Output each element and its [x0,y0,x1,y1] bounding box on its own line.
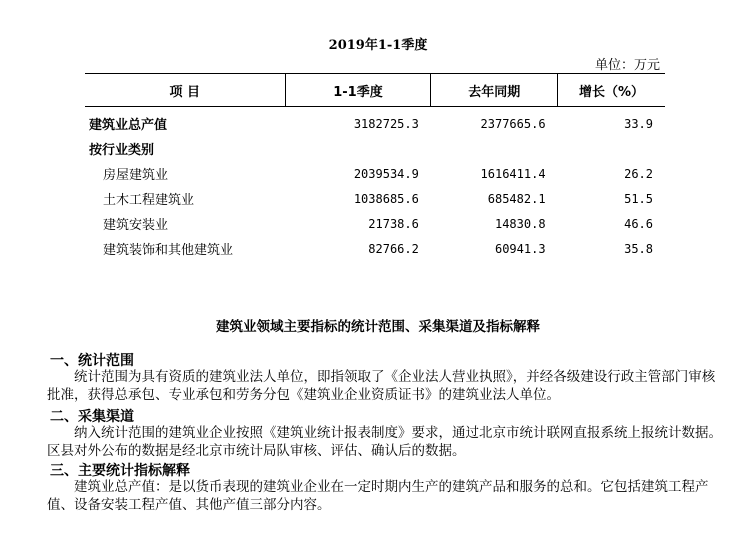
cell-prev-year [431,136,558,161]
column-header-q1: 1-1季度 [285,74,431,107]
section-heading-scope: 一、统计范围 [50,353,134,369]
cell-growth: 26.2 [624,166,653,181]
table-row [85,211,665,236]
cell-growth: 33.9 [624,116,653,131]
cell-growth: 46.6 [624,216,653,231]
cell-growth [558,136,665,161]
explanation-title: 建筑业领域主要指标的统计范围、采集渠道及指标解释 [216,319,540,335]
column-header-item: 项 目 [85,74,285,107]
unit-label: 单位：万元 [594,58,660,73]
table-row [85,107,665,137]
table-header-row [85,74,665,107]
row-label: 房屋建筑业 [103,168,169,183]
cell-prev-year: 14830.8 [494,216,546,231]
section-text-scope: 统计范围为具有资质的建筑业法人单位，即指领取了《企业法人营业执照》，并经各级建设行政主管部门审核批准，获得总承包、专业承包和劳务分包《建筑业企业资质证书》的建筑业法人单位。 [47,369,716,403]
cell-q1: 82766.2 [368,241,419,256]
cell-q1: 2039534.9 [353,166,419,181]
section-text-channel: 纳入统计范围的建筑业企业按照《建筑业统计报表制度》要求，通过北京市统计联网直报系统上报统计数据。区县对外公布的数据是经北京市统计局队审核、评估、确认后的数据。 [47,425,722,459]
cell-prev-year: 2377665.6 [480,116,546,131]
table-row [85,136,665,161]
row-label: 建筑装饰和其他建筑业 [103,243,234,258]
table-title: 2019年1-1季度 [328,38,428,53]
row-label: 建筑安装业 [103,218,169,233]
cell-prev-year: 685482.1 [487,191,546,206]
table-row [85,161,665,186]
cell-q1: 3182725.3 [353,116,419,131]
row-label: 建筑业总产值 [89,118,168,133]
cell-q1: 1038685.6 [353,191,419,206]
section-heading-definitions: 三、主要统计指标解释 [50,463,190,479]
table-row [85,186,665,211]
column-header-growth: 增长（%） [558,74,665,107]
statistics-table [85,73,665,261]
cell-growth: 35.8 [624,241,653,256]
cell-q1: 21738.6 [368,216,419,231]
cell-q1 [285,136,431,161]
cell-prev-year: 1616411.4 [480,166,546,181]
cell-growth: 51.5 [624,191,653,206]
row-label: 按行业类别 [89,143,155,158]
table-row [85,236,665,261]
cell-prev-year: 60941.3 [494,241,546,256]
column-header-prev-year: 去年同期 [431,74,558,107]
section-heading-channel: 二、采集渠道 [50,409,134,425]
section-text-definitions: 建筑业总产值：是以货币表现的建筑业企业在一定时期内生产的建筑产品和服务的总和。它包括建筑工程产值、设备安装工程产值、其他产值三部分内容。 [47,479,709,513]
row-label: 土木工程建筑业 [103,193,195,208]
